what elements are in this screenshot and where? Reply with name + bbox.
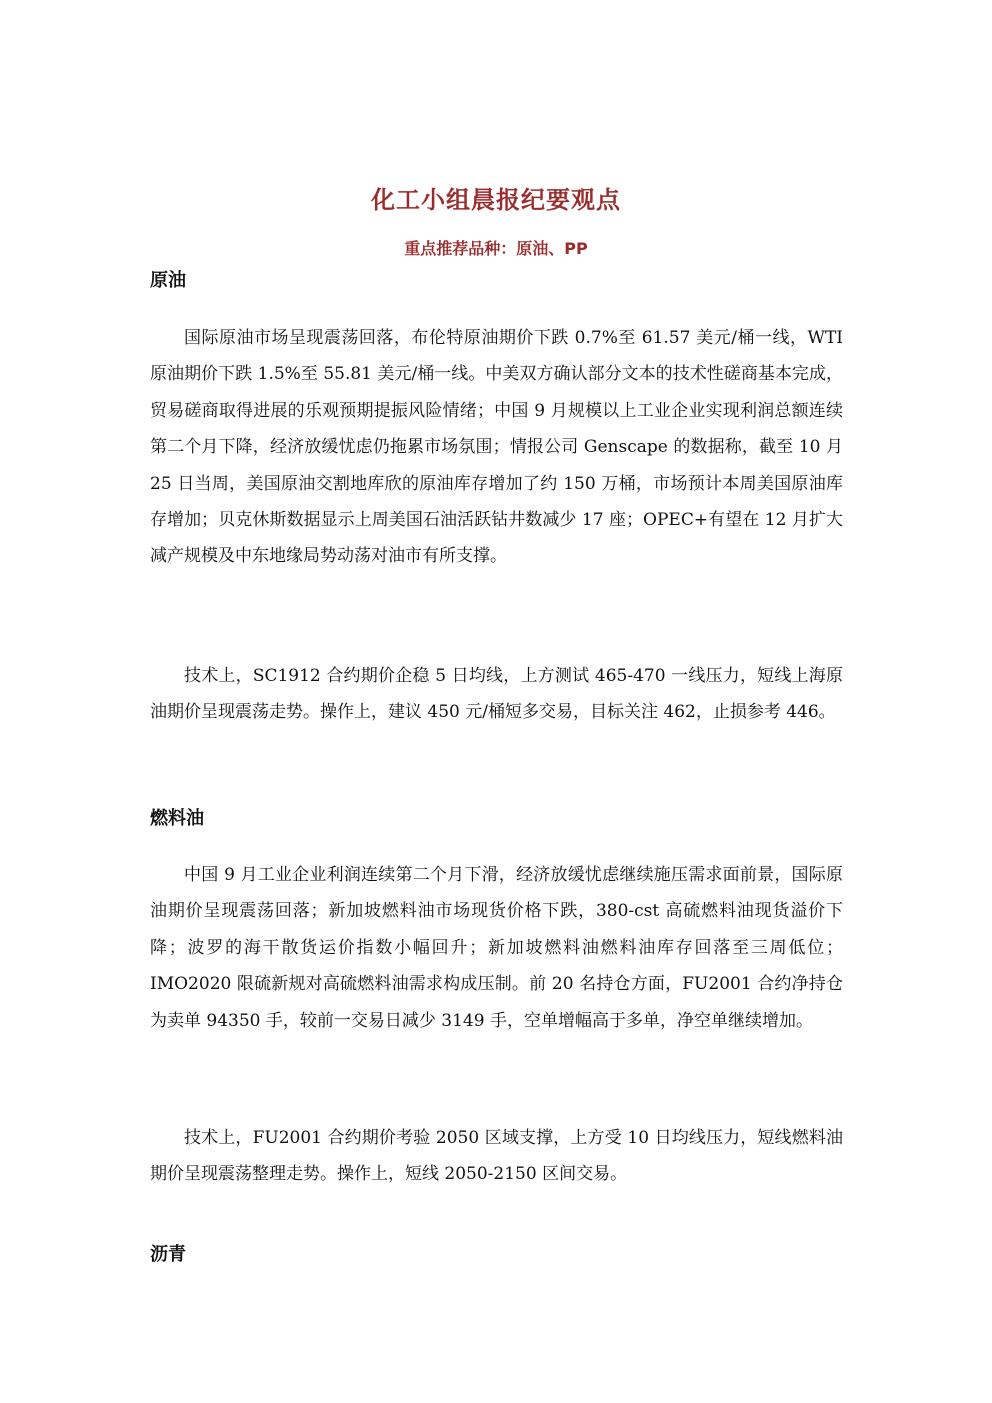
fuel-oil-paragraph-technical: 技术上，FU2001 合约期价考验 2050 区域支撑，上方受 10 日均线压力，短线燃料油期价呈现震荡整理走势。操作上，短线 2050-2150 区间交易。 xyxy=(150,1128,843,1185)
section-heading-fuel-oil: 燃料油 xyxy=(150,808,204,829)
crude-oil-paragraph-fundamentals: 国际原油市场呈现震荡回落，布伦特原油期价下跌 0.7%至 61.57 美元/桶一线，WTI 原油期价下跌 1.5%至 55.81 美元/桶一线。中美双方确认部分文本的技术性磋商基本完成，贸易磋商取得进展的乐观预期提振风险情绪；中国 9 月规模以上工业企业实现利润总额连续第二个月下降，经济放缓忧虑仍拖累市场氛围；情报公司 Genscape 的数据称，截至 10 月 25 日当周，美国原油交割地库欣的原油库存增加了约 150 万桶，市场预计本周美国原油库存增加；贝克休斯数据显示上周美国石油活跃钻井数减少 17 座；OPEC+有望在 12 月扩大减产规模及中东地缘局势动荡对油市有所支撑。 xyxy=(150,328,843,567)
document-subtitle: 重点推荐品种：原油、PP xyxy=(404,239,588,258)
document-title: 化工小组晨报纪要观点 xyxy=(371,186,621,214)
fuel-oil-paragraph-fundamentals: 中国 9 月工业企业利润连续第二个月下滑，经济放缓忧虑继续施压需求面前景，国际原油期价呈现震荡回落；新加坡燃料油市场现货价格下跌，380-cst 高硫燃料油现货溢价下降；波罗的海干散货运价指数小幅回升；新加坡燃料油燃料油库存回落至三周低位；IMO2020 限硫新规对高硫燃料油需求构成压制。前 20 名持仓方面，FU2001 合约净持仓为卖单 94350 手，较前一交易日减少 3149 手，空单增幅高于多单，净空单继续增加。 xyxy=(150,865,843,1031)
section-heading-asphalt: 沥青 xyxy=(150,1244,186,1265)
section-heading-crude-oil: 原油 xyxy=(150,270,186,291)
crude-oil-paragraph-technical: 技术上，SC1912 合约期价企稳 5 日均线，上方测试 465-470 一线压力，短线上海原油期价呈现震荡走势。操作上，建议 450 元/桶短多交易，目标关注 462，止损参考 446。 xyxy=(150,666,843,723)
